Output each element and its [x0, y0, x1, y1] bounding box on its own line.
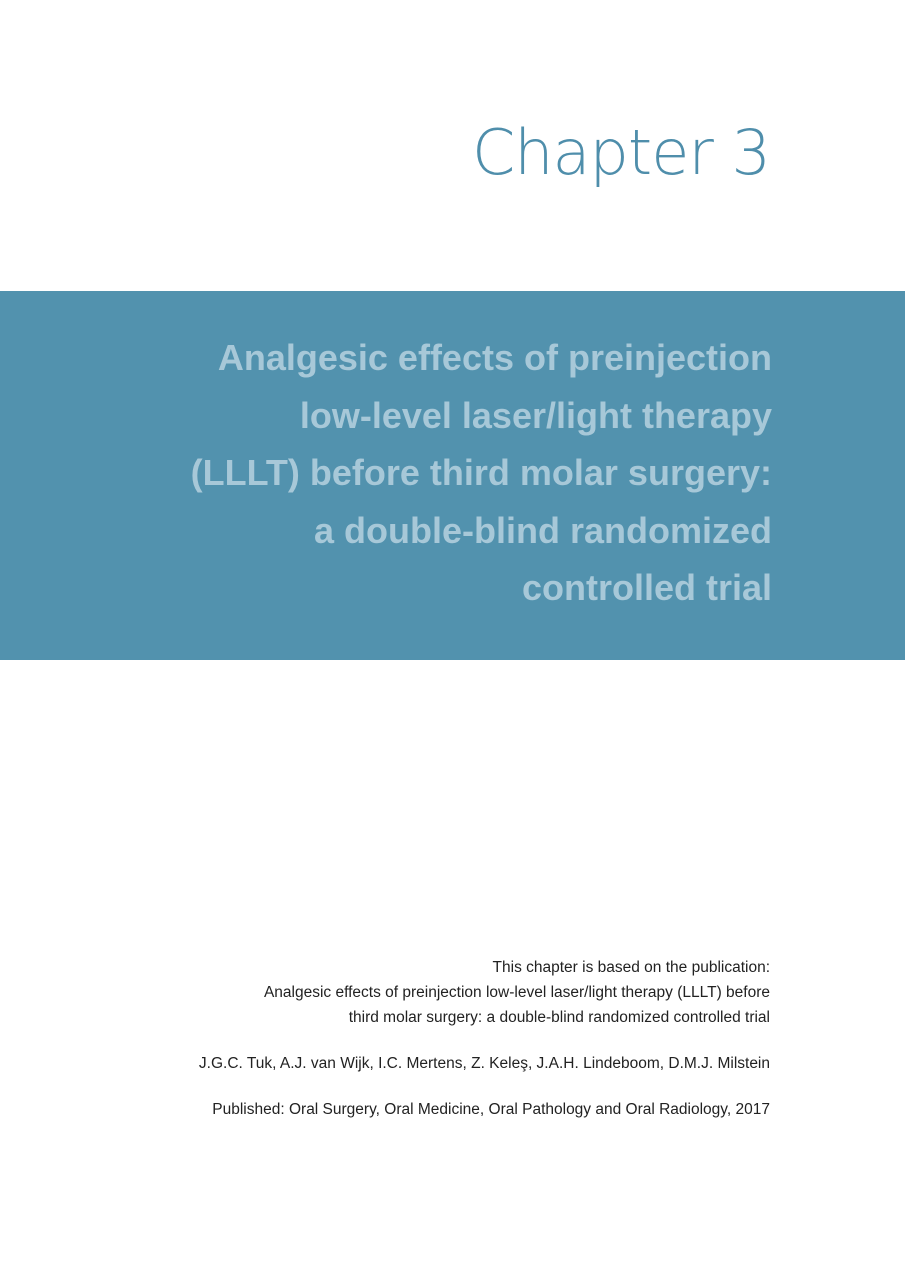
chapter-title-line-1: Analgesic effects of preinjection	[217, 337, 772, 378]
published-in: Published: Oral Surgery, Oral Medicine, Oral Pathology and Oral Radiology, 2017	[212, 1101, 770, 1118]
chapter-number: Chapter 3	[471, 116, 770, 189]
based-on-intro: This chapter is based on the publication:	[492, 959, 770, 976]
chapter-title-line-4: a double-blind randomized	[314, 509, 772, 551]
publication-info	[70, 955, 770, 1122]
chapter-title-line-2: low-level laser/light therapy	[299, 394, 772, 436]
citation-line-1: Analgesic effects of preinjection low-level laser/light therapy (LLLT) before	[263, 984, 770, 1001]
chapter-title	[92, 329, 772, 617]
citation-line-2: third molar surgery: a double-blind randomized controlled trial	[348, 1009, 770, 1026]
chapter-title-line-5: controlled trial	[521, 567, 772, 608]
author-list: J.G.C. Tuk, A.J. van Wijk, I.C. Mertens, Z. Keleş, J.A.H. Lindeboom, D.M.J. Milstein	[198, 1055, 770, 1072]
title-band	[0, 291, 905, 660]
chapter-title-line-3: (LLLT) before third molar surgery:	[190, 452, 772, 493]
based-on-block	[70, 955, 770, 1030]
